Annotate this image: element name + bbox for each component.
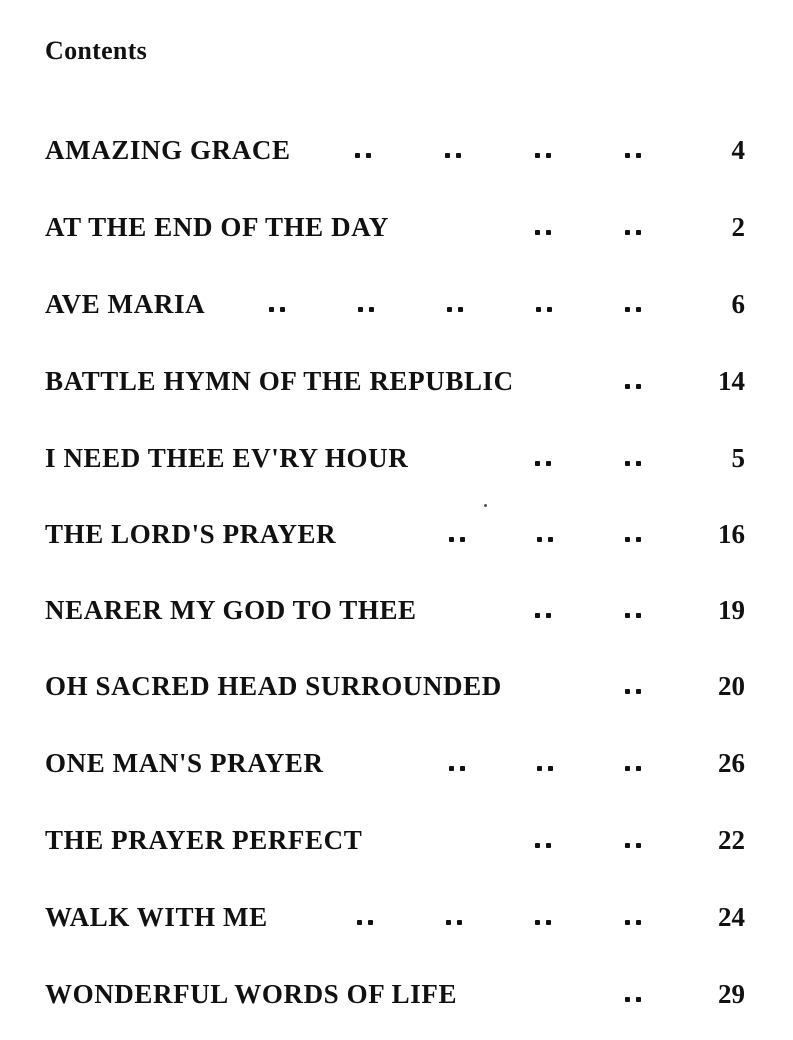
- dot-leader: [445, 514, 475, 554]
- dot-leader: [621, 438, 651, 478]
- toc-entry-title: THE PRAYER PERFECT: [45, 825, 363, 855]
- toc-entry-title: AMAZING GRACE: [45, 135, 291, 165]
- dot-leader: [621, 514, 651, 554]
- toc-entry-page-number: 29: [718, 979, 745, 1009]
- dot-leader: [533, 514, 563, 554]
- toc-entry[interactable]: [45, 974, 745, 1014]
- toc-entry-page-number: 24: [718, 902, 745, 932]
- dot-leader: [353, 897, 383, 937]
- dot-leader: [445, 743, 475, 783]
- dot-leader: [531, 897, 561, 937]
- toc-entry[interactable]: [45, 284, 745, 324]
- dot-leader: [621, 361, 651, 401]
- toc-entry-title: AVE MARIA: [45, 289, 206, 319]
- toc-entry[interactable]: [45, 130, 745, 170]
- dot-leader: [533, 743, 563, 783]
- dot-leader: [621, 130, 651, 170]
- dot-leader: [621, 207, 651, 247]
- toc-entry-title: THE LORD'S PRAYER: [45, 519, 337, 549]
- toc-entry-page-number: 6: [731, 289, 745, 319]
- toc-entry-title: AT THE END OF THE DAY: [45, 212, 389, 242]
- dot-leader: [531, 207, 561, 247]
- dot-leader: [621, 743, 651, 783]
- dot-leader: [441, 130, 471, 170]
- toc-entry-page-number: 14: [718, 366, 745, 396]
- toc-entry[interactable]: [45, 743, 745, 783]
- dot-leader: [621, 897, 651, 937]
- dot-leader: [265, 284, 295, 324]
- toc-entry-title: I NEED THEE EV'RY HOUR: [45, 443, 409, 473]
- dot-leader: [621, 666, 651, 706]
- toc-entry[interactable]: [45, 590, 745, 630]
- dot-leader: [531, 590, 561, 630]
- dot-leader: [442, 897, 472, 937]
- toc-entry-page-number: 26: [718, 748, 745, 778]
- toc-entry-page-number: 2: [731, 212, 745, 242]
- toc-entry[interactable]: [45, 438, 745, 478]
- dot-leader: [621, 974, 651, 1014]
- dot-leader: [351, 130, 381, 170]
- dot-leader: [621, 590, 651, 630]
- contents-heading: Contents: [45, 36, 148, 65]
- toc-entry-page-number: 5: [731, 443, 745, 473]
- dot-leader: [531, 130, 561, 170]
- dot-leader: [531, 438, 561, 478]
- toc-entry-title: WALK WITH ME: [45, 902, 268, 932]
- dot-leader: [621, 284, 651, 324]
- dot-leader: [531, 820, 561, 860]
- toc-entry-page-number: 16: [718, 519, 745, 549]
- dot-leader: [354, 284, 384, 324]
- toc-entry-page-number: 22: [718, 825, 745, 855]
- toc-entry-page-number: 19: [718, 595, 745, 625]
- toc-entry-title: OH SACRED HEAD SURROUNDED: [45, 671, 502, 701]
- dot-leader: [443, 284, 473, 324]
- scan-speck: [484, 504, 487, 507]
- toc-entry[interactable]: [45, 820, 745, 860]
- toc-entry-title: BATTLE HYMN OF THE REPUBLIC: [45, 366, 514, 396]
- toc-entry-page-number: 20: [718, 671, 745, 701]
- toc-entry-title: WONDERFUL WORDS OF LIFE: [45, 979, 458, 1009]
- toc-entry[interactable]: [45, 897, 745, 937]
- toc-entry-title: NEARER MY GOD TO THEE: [45, 595, 417, 625]
- toc-entry[interactable]: [45, 361, 745, 401]
- dot-leader: [532, 284, 562, 324]
- dot-leader: [621, 820, 651, 860]
- toc-entry[interactable]: [45, 514, 745, 554]
- toc-entry[interactable]: [45, 666, 745, 706]
- toc-entry-title: ONE MAN'S PRAYER: [45, 748, 324, 778]
- toc-entry[interactable]: [45, 207, 745, 247]
- toc-entry-page-number: 4: [731, 135, 745, 165]
